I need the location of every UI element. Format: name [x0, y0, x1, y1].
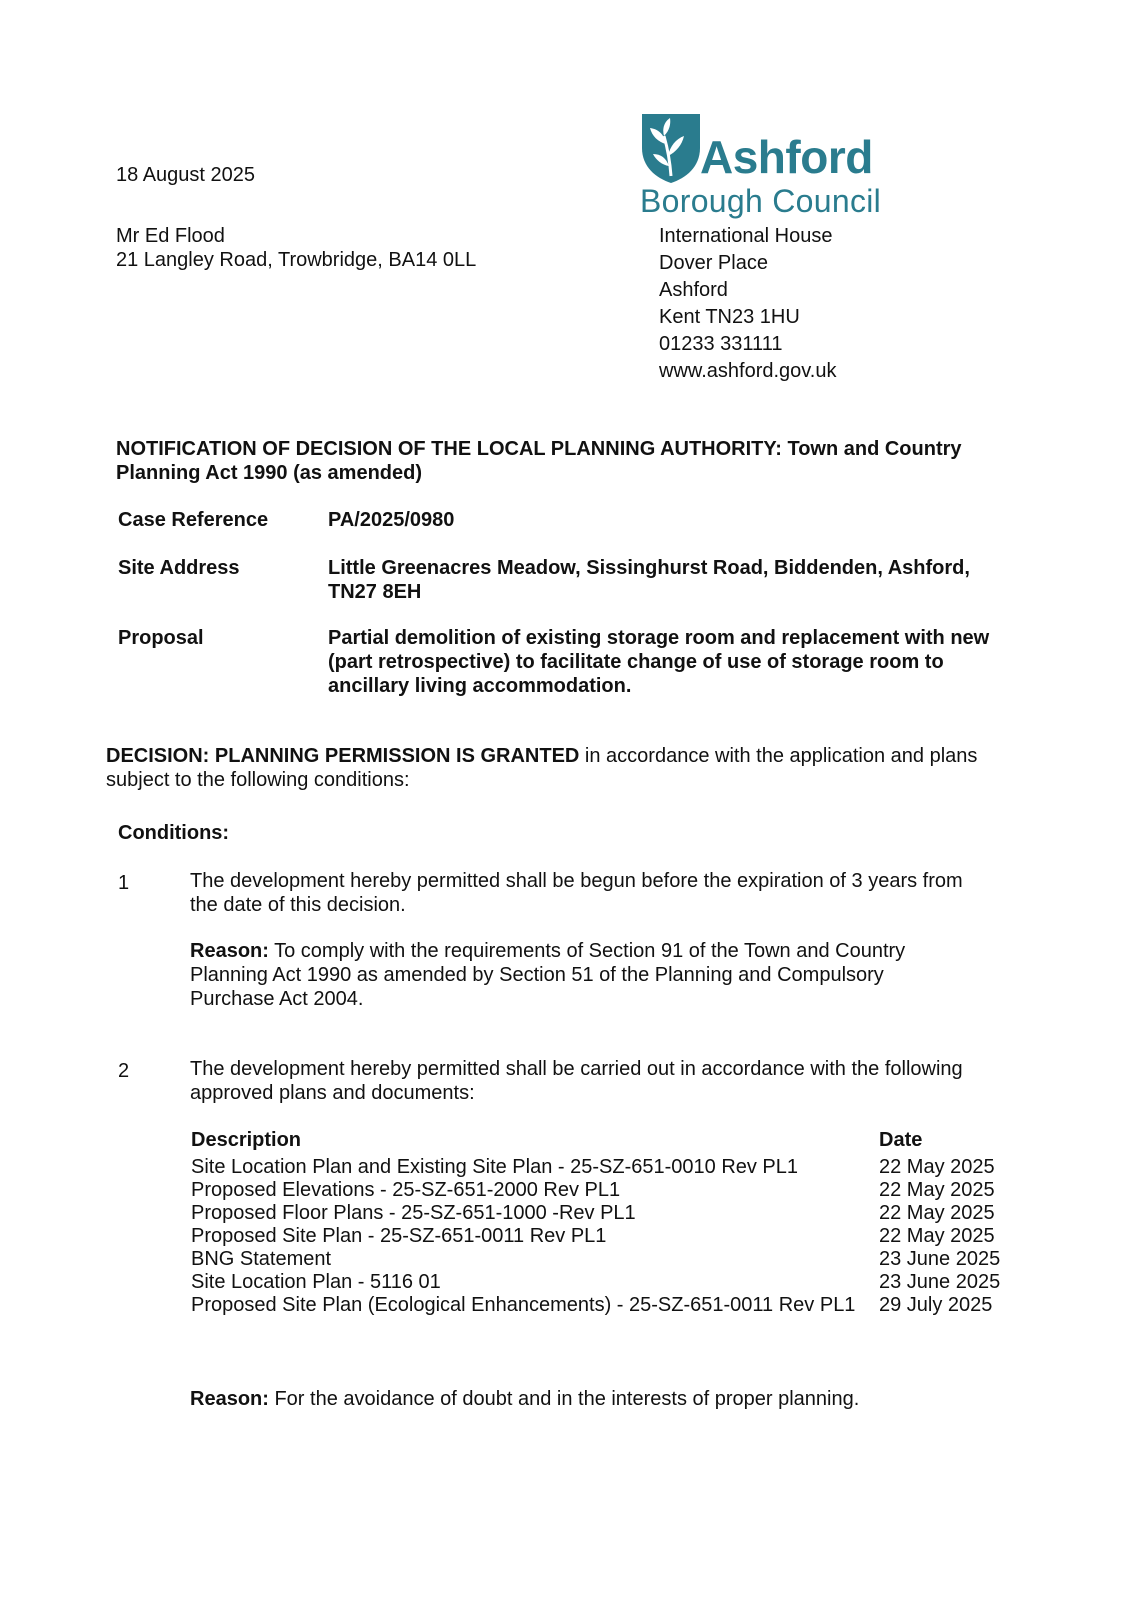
condition-1-reason — [190, 939, 905, 1011]
plan-date: 22 May 2025 — [879, 1179, 995, 1201]
reason-text: For the avoidance of doubt and in the interests of proper planning. — [268, 1388, 860, 1410]
council-address-line: Dover Place — [659, 252, 768, 274]
plan-description: Proposed Site Plan - 25-SZ-651-0011 Rev PL1 — [191, 1225, 607, 1247]
decision-text: in accordance with the application and plans — [579, 745, 978, 767]
recipient-address: 21 Langley Road, Trowbridge, BA14 0LL — [116, 249, 477, 271]
site-address-value — [328, 556, 970, 604]
column-header-date: Date — [879, 1129, 923, 1151]
plan-description: Proposed Site Plan (Ecological Enhancements) - 25-SZ-651-0011 Rev PL1 — [191, 1294, 856, 1316]
table-row — [191, 1179, 1000, 1202]
recipient-block — [116, 224, 476, 272]
council-address-line: International House — [659, 225, 833, 247]
letter-date: 18 August 2025 — [116, 164, 256, 186]
council-address — [659, 223, 837, 385]
council-address-line: Kent TN23 1HU — [659, 306, 800, 328]
shield-leaf-icon — [640, 112, 702, 184]
table-row — [191, 1271, 1000, 1294]
proposal-value — [328, 626, 989, 698]
plan-date: 29 July 2025 — [879, 1294, 993, 1316]
decision-statement — [106, 744, 977, 792]
condition-text: the date of this decision. — [190, 894, 406, 916]
plan-date: 23 June 2025 — [879, 1248, 1001, 1270]
proposal-line: Partial demolition of existing storage room and replacement with new — [328, 627, 990, 649]
reason-label: Reason: — [190, 940, 269, 962]
column-header-description: Description — [191, 1129, 302, 1151]
case-reference-value: PA/2025/0980 — [328, 509, 455, 531]
reason-text: Planning Act 1990 as amended by Section 51 of the Planning and Compulsory — [190, 964, 884, 986]
table-row — [191, 1248, 1000, 1271]
condition-text: The development hereby permitted shall be carried out in accordance with the following — [190, 1058, 963, 1080]
approved-plans-table — [191, 1129, 1000, 1317]
proposal-line: (part retrospective) to facilitate change of use of storage room to — [328, 651, 944, 673]
condition-text: The development hereby permitted shall be begun before the expiration of 3 years from — [190, 870, 963, 892]
reason-text: Purchase Act 2004. — [190, 988, 364, 1010]
reason-text: To comply with the requirements of Section 91 of the Town and Country — [268, 940, 906, 962]
plan-description: BNG Statement — [191, 1248, 332, 1270]
site-address-label: Site Address — [118, 557, 240, 579]
plan-description: Site Location Plan and Existing Site Plan - 25-SZ-651-0010 Rev PL1 — [191, 1156, 799, 1178]
decision-granted: DECISION: PLANNING PERMISSION IS GRANTED — [106, 745, 580, 767]
table-row — [191, 1156, 1000, 1179]
table-row — [191, 1225, 1000, 1248]
council-phone: 01233 331111 — [659, 333, 783, 355]
reason-label: Reason: — [190, 1388, 269, 1410]
proposal-line: ancillary living accommodation. — [328, 675, 632, 697]
condition-text: approved plans and documents: — [190, 1082, 475, 1104]
plan-date: 23 June 2025 — [879, 1271, 1001, 1293]
plan-description: Proposed Floor Plans - 25-SZ-651-1000 -Rev PL1 — [191, 1202, 636, 1224]
notice-heading-line: NOTIFICATION OF DECISION OF THE LOCAL PLANNING AUTHORITY: Town and Country — [116, 438, 962, 460]
logo-text-borough-council: Borough Council — [640, 183, 882, 219]
plan-date: 22 May 2025 — [879, 1156, 995, 1178]
council-logo — [640, 110, 900, 220]
recipient-name: Mr Ed Flood — [116, 225, 225, 247]
conditions-heading: Conditions: — [118, 822, 230, 844]
condition-2 — [190, 1057, 963, 1105]
plan-description: Proposed Elevations - 25-SZ-651-2000 Rev PL1 — [191, 1179, 621, 1201]
council-address-line: Ashford — [659, 279, 728, 301]
proposal-label: Proposal — [118, 627, 204, 649]
table-row — [191, 1294, 1000, 1317]
condition-1 — [190, 869, 963, 917]
logo-text-ashford: Ashford — [700, 131, 873, 183]
notice-heading-line: Planning Act 1990 (as amended) — [116, 462, 423, 484]
plan-description: Site Location Plan - 5116 01 — [191, 1271, 441, 1293]
condition-number: 1 — [118, 872, 130, 894]
decision-text: subject to the following conditions: — [106, 769, 410, 791]
council-website[interactable]: www.ashford.gov.uk — [659, 360, 837, 382]
notice-heading — [116, 437, 962, 485]
plan-date: 22 May 2025 — [879, 1225, 995, 1247]
condition-number: 2 — [118, 1060, 130, 1082]
site-address-line: Little Greenacres Meadow, Sissinghurst Road, Biddenden, Ashford, — [328, 557, 970, 579]
case-reference-label: Case Reference — [118, 509, 269, 531]
plan-date: 22 May 2025 — [879, 1202, 995, 1224]
condition-2-reason — [190, 1387, 859, 1411]
table-header-row — [191, 1129, 1000, 1156]
site-address-line: TN27 8EH — [328, 581, 422, 603]
table-row — [191, 1202, 1000, 1225]
